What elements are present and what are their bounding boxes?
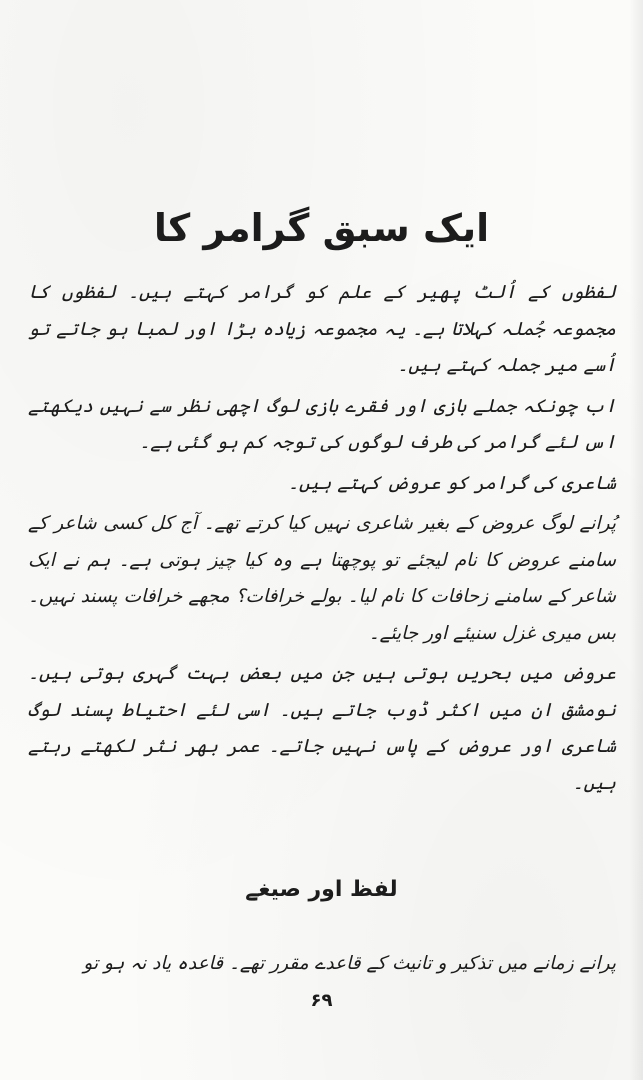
section-heading: لفظ اور صیغے xyxy=(245,877,398,902)
page-edge-shadow xyxy=(629,0,643,1080)
page-number: ۶۹ xyxy=(310,990,333,1011)
paragraph: پُرانے لوگ عروض کے بغیر شاعری نہیں کیا کرتے تھے۔ آج کل کسی شاعر کے سامنے عروض کا نام لیجئے تو پوچھتا ہے وہ کیا چیز ہوتی ہے۔ ہم نے ایک شاعر کے سامنے زحافات کا نام لیا۔ بولے خرافات؟ مجھے خرافات پسند نہیں۔ بس میری غزل سنیئے اور جایئے۔ xyxy=(28,513,616,644)
paragraph-continued: پرانے زمانے میں تذکیر و تانیث کے قاعدے مقرر تھے۔ قاعدہ یاد نہ ہو تو xyxy=(83,953,616,974)
paragraph: شاعری کی گرامر کو عروض کہتے ہیں۔ xyxy=(288,472,616,494)
page-title: ایک سبق گرامر کا xyxy=(153,206,490,250)
paragraph: عروض میں بحریں ہوتی ہیں جن میں بعض بہت گہری ہوتی ہیں۔ نومشق ان میں اکثر ڈوب جاتے ہیں۔ اسی لئے احتیاط پسند لوگ شاعری اور عروض کے پاس نہیں جاتے۔ عمر بھر نثر لکھتے رہتے ہیں۔ xyxy=(28,663,616,794)
paragraph: اب چونکہ جملے بازی اور فقرے بازی لوگ اچھی نظر سے نہیں دیکھتے اس لئے گرامر کی طرف لوگوں کی توجہ کم ہو گئی ہے۔ xyxy=(28,395,616,453)
paragraph: لفظوں کے اُلٹ پھیر کے علم کو گرامر کہتے ہیں۔ لفظوں کا مجموعہ جُملہ کہلاتا ہے۔ یہ مجموعہ زیادہ بڑا اور لمبا ہو جاتے تو اُسے میر جملہ کہتے ہیں۔ xyxy=(28,282,616,376)
body-text xyxy=(28,275,616,802)
